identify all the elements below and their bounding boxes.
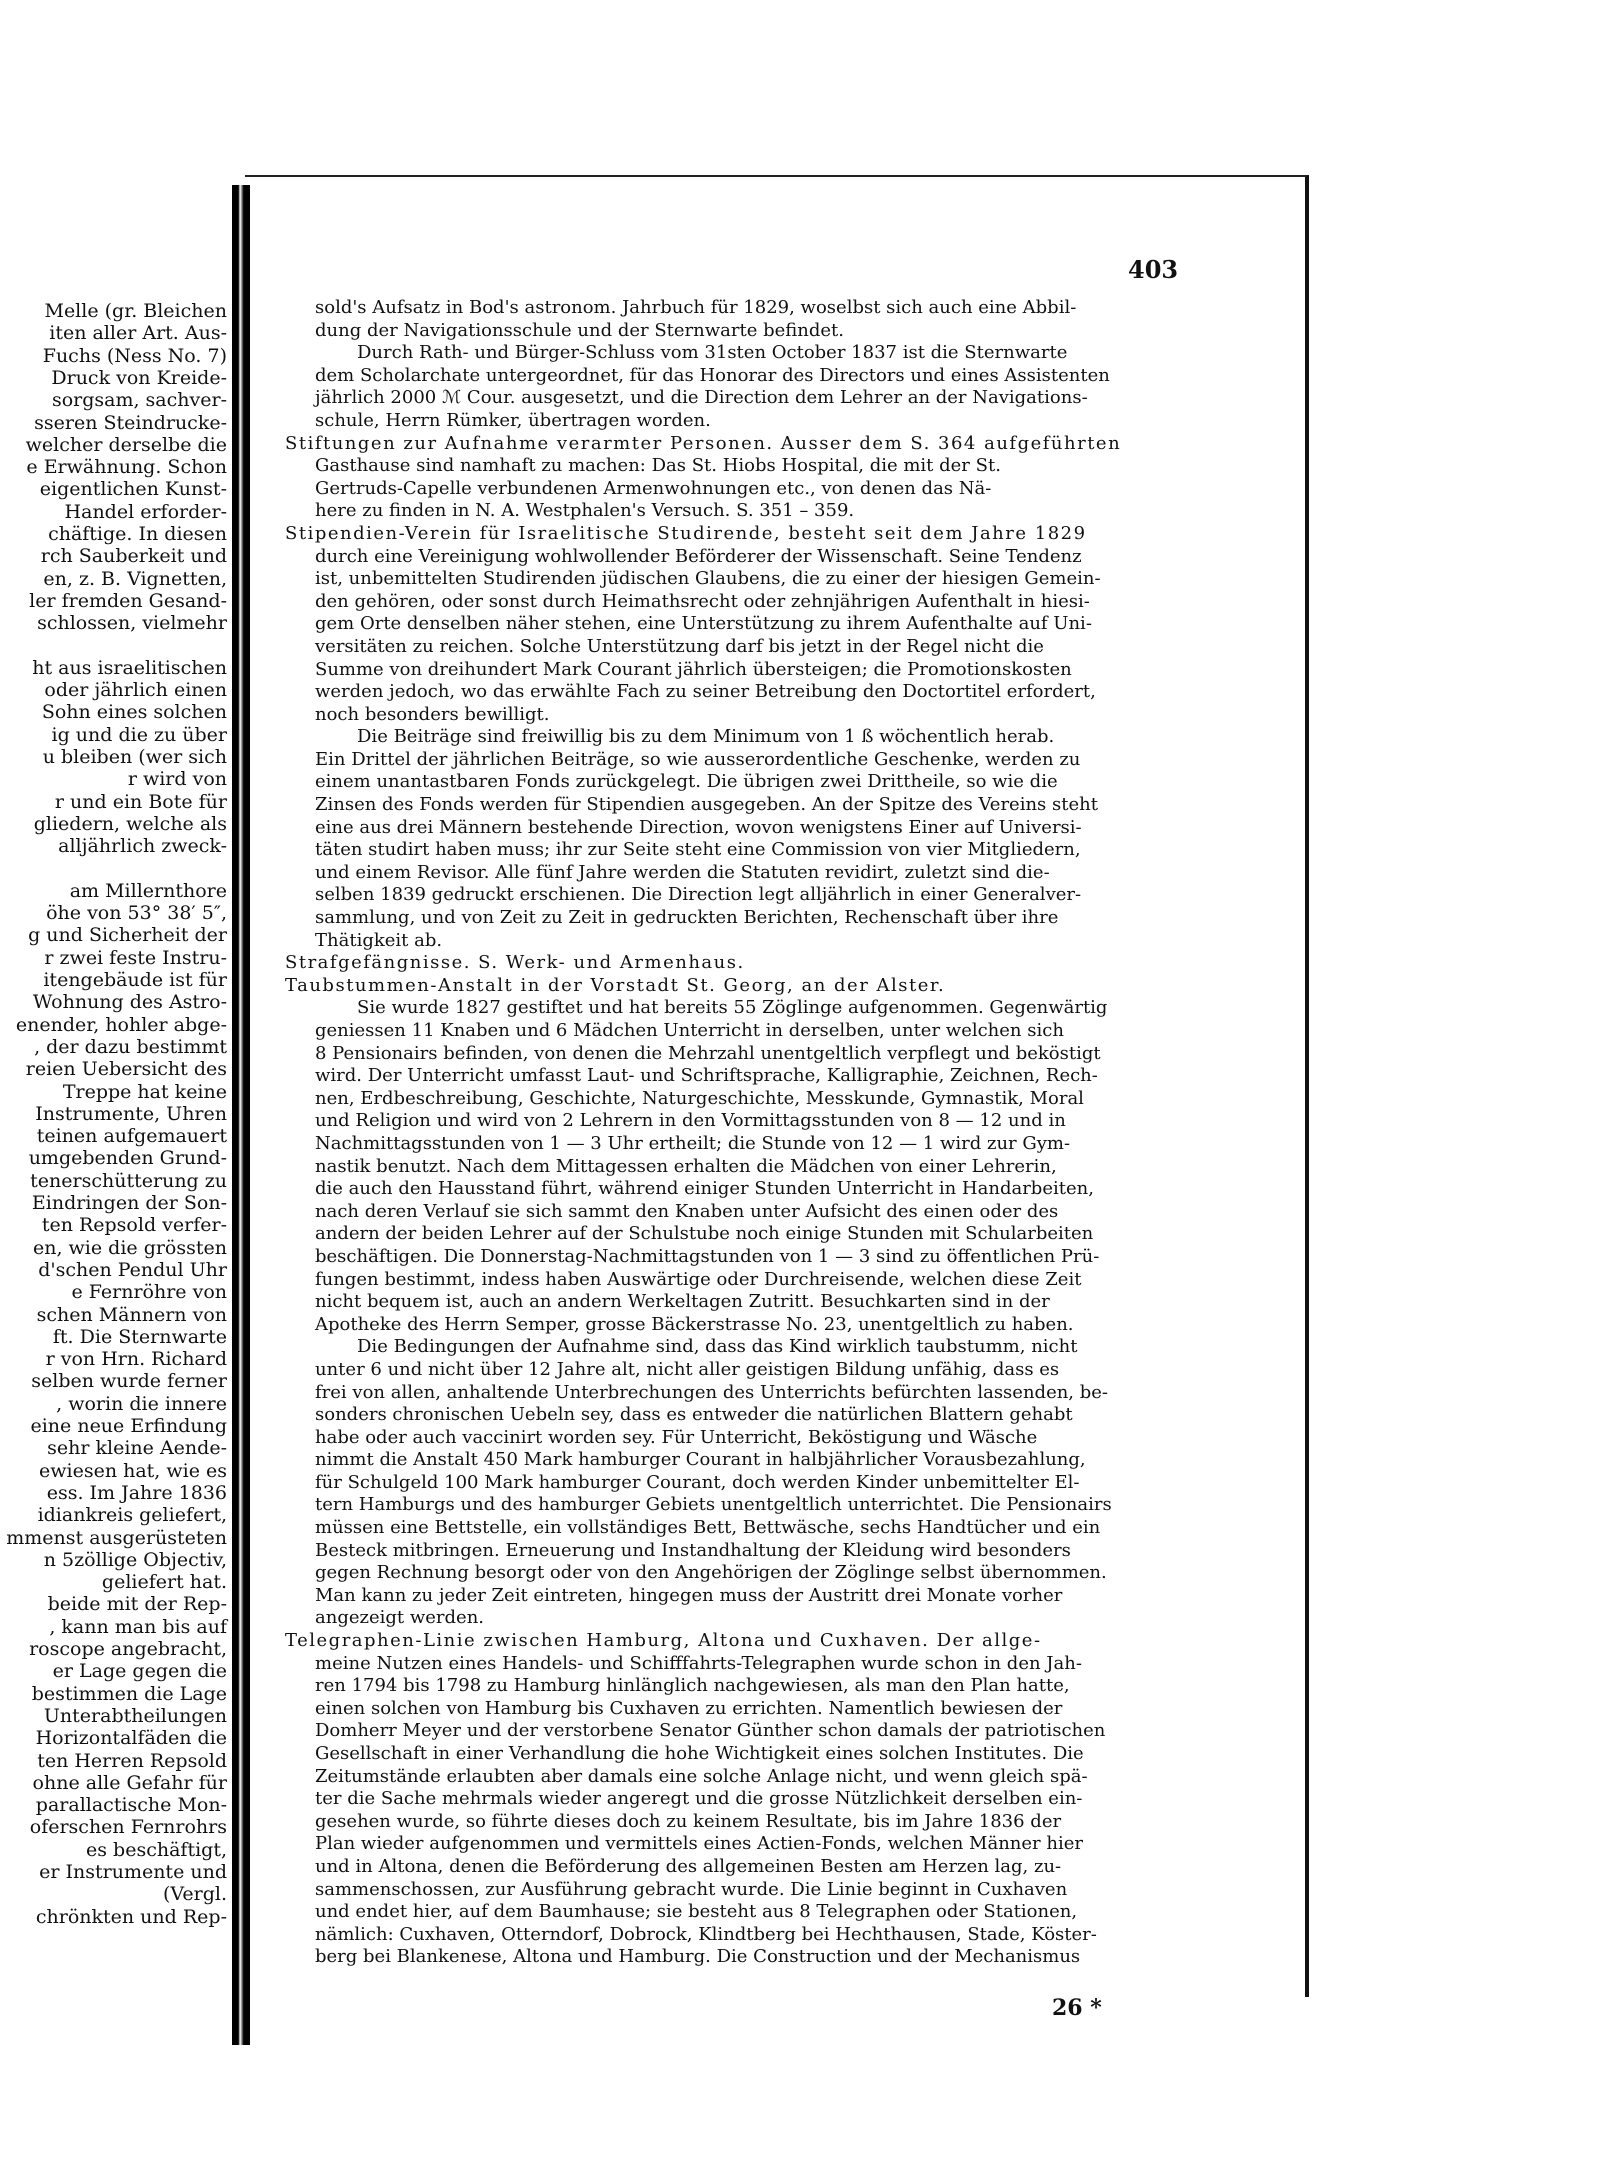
text-line: nicht bequem ist, auch an andern Werkeltagen Zutritt. Besuchkarten sind in der	[315, 1291, 1050, 1313]
text-line: unter 6 und nicht über 12 Jahre alt, nicht aller geistigen Bildung unfähig, dass es	[315, 1358, 1060, 1380]
left-page-line: er Instrumente und	[39, 1861, 227, 1883]
text-line: und einem Revisor. Alle fünf Jahre werden die Statuten revidirt, zuletzt sind die-	[315, 861, 1050, 883]
left-page-line: sseren Steindrucke-	[34, 411, 227, 434]
left-page-line: (Vergl.	[163, 1883, 227, 1906]
text-line: nimmt die Anstalt 450 Mark hamburger Courant in halbjährlicher Vorausbezahlung,	[315, 1449, 1086, 1471]
left-page-line: u bleiben (wer sich	[42, 746, 227, 768]
left-page-line: e Fernröhre von	[71, 1281, 227, 1304]
text-line: Gasthause sind namhaft zu machen: Das St. Hiobs Hospital, die mit der St.	[315, 455, 1001, 477]
left-page-line: Instrumente, Uhren	[35, 1102, 227, 1125]
text-line: tern Hamburgs und des hamburger Gebiets unentgeltlich unterrichtet. Die Pensionairs	[315, 1494, 1112, 1516]
text-line: Besteck mitbringen. Erneuerung und Instandhaltung der Kleidung wird besonders	[315, 1539, 1071, 1561]
left-page-line: öhe von 53° 38′ 5″,	[46, 902, 227, 925]
entry-heading-line: Taubstummen-Anstalt in der Vorstadt St. Georg, an der Alster.	[285, 974, 946, 996]
left-page-line: ten Repsold verfer-	[41, 1214, 227, 1237]
text-line: Gertruds-Capelle verbundenen Armenwohnungen etc., von denen das Nä-	[315, 477, 992, 499]
left-page-line: parallactische Mon-	[35, 1794, 227, 1817]
left-page-line: idiankreis geliefert,	[37, 1504, 227, 1527]
text-line: Ein Drittel der jährlichen Beiträge, so wie ausserordentliche Geschenke, werden zu	[315, 748, 1081, 770]
left-page-line: welcher derselbe die	[25, 433, 227, 456]
left-page-line: bestimmen die Lage	[31, 1682, 227, 1705]
left-page-line: roscope angebracht,	[29, 1638, 227, 1660]
text-line: dem Scholarchate untergeordnet, für das Honorar des Directors und eines Assistenten	[315, 364, 1110, 386]
text-line: Summe von dreihundert Mark Courant jährlich übersteigen; die Promotionskosten	[315, 658, 1072, 680]
left-page-line: oferschen Fernrohrs	[29, 1816, 227, 1839]
text-line: Sie wurde 1827 gestiftet und hat bereits 55 Zöglinge aufgenommen. Gegenwärtig	[357, 997, 1108, 1019]
text-line: meine Nutzen eines Handels- und Schifffahrts-Telegraphen wurde schon in den Jah-	[315, 1652, 1082, 1674]
left-page-line: en, z. B. Vignetten,	[43, 567, 227, 590]
text-line: die auch den Hausstand führt, während einiger Stunden Unterricht in Handarbeiten,	[315, 1178, 1094, 1200]
left-page-line: iten aller Art. Aus-	[49, 322, 227, 345]
text-line: sammlung, und von Zeit zu Zeit in gedruckten Berichten, Rechenschaft über ihre	[315, 907, 1059, 929]
left-page-line: ft. Die Sternwarte	[52, 1325, 227, 1348]
text-line: Thätigkeit ab.	[315, 929, 443, 951]
text-line: gegen Rechnung besorgt oder von den Angehörigen der Zöglinge selbst übernommen.	[315, 1562, 1107, 1584]
text-line: gem Orte denselben näher stehen, eine Unterstützung zu ihrem Aufenthalte auf Uni-	[315, 613, 1092, 635]
text-line: nach deren Verlauf sie sich sammt den Knaben unter Aufsicht des einen oder des	[315, 1200, 1059, 1222]
left-page-line: tenerschütterung zu	[30, 1169, 227, 1192]
left-page-line: Eindringen der Son-	[31, 1192, 227, 1214]
left-page-line: ten Herren Repsold	[37, 1749, 227, 1772]
text-line: nastik benutzt. Nach dem Mittagessen erhalten die Mädchen von einer Lehrerin,	[315, 1155, 1057, 1177]
text-line: nämlich: Cuxhaven, Otterndorf, Dobrock, Klindtberg bei Hechthausen, Stade, Köster-	[315, 1923, 1097, 1945]
left-page-line: g und Sicherheit der	[28, 924, 227, 947]
left-page-line: teinen aufgemauert	[36, 1125, 227, 1148]
entry-heading-line: Stipendien-Verein für Israelitische Studirende, besteht seit dem Jahre 1829	[285, 522, 1087, 544]
text-line: frei von allen, anhaltende Unterbrechungen des Unterrichts befürchten lassenden, be-	[315, 1381, 1109, 1403]
left-page-line: r und ein Bote für	[54, 790, 227, 813]
left-page-line: am Millernthore	[69, 879, 227, 902]
text-line: müssen eine Bettstelle, ein vollständiges Bett, Bettwäsche, sechs Handtücher und ein	[315, 1517, 1101, 1539]
left-page-line: r zwei feste Instru-	[44, 946, 227, 969]
text-line: angezeigt werden.	[315, 1607, 485, 1629]
left-page-line: , der dazu bestimmt	[34, 1035, 227, 1058]
left-page-line: d'schen Pendul Uhr	[38, 1258, 227, 1281]
left-page-line: chäftige. In diesen	[48, 523, 227, 545]
text-line: den gehören, oder sonst durch Heimathsrecht oder zehnjährigen Aufenthalt in hiesi-	[315, 590, 1090, 612]
left-page-line: sorgsam, sachver-	[51, 389, 227, 412]
text-line: andern der beiden Lehrer auf der Schulstube noch einige Stunden mit Schularbeiten	[315, 1223, 1094, 1245]
text-line: versitäten zu reichen. Solche Unterstützung darf bis jetzt in der Regel nicht die	[315, 635, 1044, 657]
left-page-line: ohne alle Gefahr für	[32, 1771, 227, 1794]
left-page-line: Melle (gr. Bleichen	[44, 300, 227, 322]
text-line: und Religion und wird von 2 Lehrern in den Vormittagsstunden von 8 — 12 und in	[315, 1110, 1066, 1132]
left-page-line: mmenst ausgerüsteten	[6, 1526, 227, 1549]
text-line: jährlich 2000 ℳ Cour. ausgesetzt, und die Direction dem Lehrer an der Navigations-	[315, 387, 1088, 409]
text-line: einem unantastbaren Fonds zurückgelegt. Die übrigen zwei Drittheile, so wie die	[315, 771, 1058, 793]
left-page-line: selben wurde ferner	[31, 1370, 227, 1393]
left-page-line: sehr kleine Aende-	[47, 1437, 227, 1460]
left-page-line: Horizontalfäden die	[35, 1727, 227, 1750]
left-page-line: chrönkten und Rep-	[35, 1905, 227, 1928]
text-line: sammenschossen, zur Ausführung gebracht wurde. Die Linie beginnt in Cuxhaven	[315, 1878, 1068, 1900]
left-page-line: ewiesen hat, wie es	[39, 1459, 227, 1482]
text-line: Durch Rath- und Bürger-Schluss vom 31sten October 1837 ist die Sternwarte	[357, 342, 1068, 364]
page-number: 403	[1128, 255, 1179, 284]
text-line: berg bei Blankenese, Altona und Hamburg. Die Construction und der Mechanismus	[315, 1946, 1081, 1968]
left-page-line: eine neue Erfindung	[30, 1415, 227, 1437]
text-line: ist, unbemittelten Studirenden jüdischen Glaubens, die zu einer der hiesigen Gemein-	[315, 568, 1101, 590]
text-line: Apotheke des Herrn Semper, grosse Bäckerstrasse No. 23, unentgeltlich zu haben.	[315, 1313, 1074, 1335]
text-line: 8 Pensionairs befinden, von denen die Mehrzahl unentgeltlich verpflegt und beköstigt	[315, 1042, 1101, 1064]
text-line: und endet hier, auf dem Baumhause; sie besteht aus 8 Telegraphen oder Stationen,	[315, 1901, 1078, 1923]
text-line: Plan wieder aufgenommen und vermittels eines Actien-Fonds, welchen Männer hier	[315, 1833, 1083, 1855]
text-line: Die Bedingungen der Aufnahme sind, dass das Kind wirklich taubstumm, nicht	[357, 1336, 1078, 1358]
left-page-line: reien Uebersicht des	[25, 1058, 227, 1081]
text-line: nen, Erdbeschreibung, Geschichte, Naturgeschichte, Messkunde, Gymnastik, Moral	[315, 1087, 1084, 1109]
text-line: Die Beiträge sind freiwillig bis zu dem Minimum von 1 ß wöchentlich herab.	[357, 726, 1055, 748]
entry-heading-line: Stiftungen zur Aufnahme verarmter Personen. Ausser dem S. 364 aufgeführten	[285, 432, 1122, 454]
text-line: werden jedoch, wo das erwählte Fach zu seiner Betreibung den Doctortitel erfordert,	[315, 681, 1096, 703]
text-line: noch besonders bewilligt.	[315, 703, 550, 725]
text-line: sonders chronischen Uebeln sey, dass es entweder die natürlichen Blattern gehabt	[315, 1404, 1073, 1426]
text-line: Zeitumstände erlaubten aber damals eine solche Anlage nicht, und wenn gleich spä-	[315, 1765, 1088, 1787]
text-line: Domherr Meyer und der verstorbene Senator Günther schon damals der patriotischen	[315, 1720, 1106, 1742]
left-page-line: itengebäude ist für	[43, 969, 227, 991]
text-line: Nachmittagsstunden von 1 — 3 Uhr ertheilt; die Stunde von 12 — 1 wird zur Gym-	[315, 1132, 1071, 1154]
left-page-line: schen Männern von	[36, 1303, 227, 1326]
signature-mark: 26 *	[1052, 1995, 1102, 2021]
left-page-fragment	[0, 190, 245, 2040]
left-page-line: eigentlichen Kunst-	[39, 478, 227, 501]
text-line: selben 1839 gedruckt erschienen. Die Direction legt alljährlich in einer Generalver-	[315, 884, 1082, 906]
text-line: here zu finden in N. A. Westphalen's Versuch. S. 351 – 359.	[315, 500, 855, 522]
left-page-line: Wohnung des Astro-	[32, 991, 227, 1014]
text-line: täten studirt haben muss; ihr zur Seite steht eine Commission von vier Mitgliedern,	[315, 839, 1081, 861]
left-page-line: Treppe hat keine	[62, 1080, 227, 1103]
text-line: für Schulgeld 100 Mark hamburger Courant, doch werden Kinder unbemittelter El-	[315, 1471, 1080, 1493]
left-page-line: r wird von	[127, 768, 227, 791]
entry-heading-line: Strafgefängnisse. S. Werk- und Armenhaus.	[285, 952, 745, 974]
left-page-line: en, wie die grössten	[32, 1236, 227, 1259]
text-line: wird. Der Unterricht umfasst Laut- und Schriftsprache, Kalligraphie, Zeichnen, Rech-	[315, 1065, 1098, 1087]
left-page-line: Fuchs (Ness No. 7)	[42, 344, 227, 367]
left-page-line: , worin die innere	[56, 1392, 227, 1415]
text-line: fungen bestimmt, indess haben Auswärtige oder Durchreisende, welchen diese Zeit	[315, 1268, 1082, 1290]
left-page-line: Sohn eines solchen	[41, 701, 227, 724]
left-page-line: schlossen, vielmehr	[37, 612, 227, 635]
left-page-line: oder jährlich einen	[44, 679, 227, 702]
left-page-line: n 5zöllige Objectiv,	[43, 1548, 227, 1571]
left-page-line: er Lage gegen die	[52, 1660, 227, 1683]
text-line: und in Altona, denen die Beförderung des allgemeinen Besten am Herzen lag, zu-	[315, 1855, 1062, 1877]
left-page-line: es beschäftigt,	[86, 1838, 227, 1861]
left-page-line: rch Sauberkeit und	[40, 545, 227, 568]
text-line: eine aus drei Männern bestehende Direction, wovon wenigstens Einer auf Universi-	[315, 816, 1082, 838]
left-page-line: Unterabtheilungen	[43, 1704, 227, 1727]
text-line: ter die Sache mehrmals wieder angeregt und die grosse Nützlichkeit derselben ein-	[315, 1788, 1083, 1810]
left-page-line: geliefert hat.	[101, 1571, 227, 1594]
left-page-line: beide mit der Rep-	[47, 1593, 227, 1616]
text-line: durch eine Vereinigung wohlwollender Beförderer der Wissenschaft. Seine Tendenz	[315, 545, 1082, 567]
text-line: habe oder auch vaccinirt worden sey. Für Unterricht, Beköstigung und Wäsche	[315, 1426, 1038, 1448]
left-page-line: umgebenden Grund-	[28, 1147, 227, 1170]
text-line: beschäftigen. Die Donnerstag-Nachmittagstunden von 1 — 3 sind zu öffentlichen Prü-	[315, 1245, 1100, 1267]
text-line: Zinsen des Fonds werden für Stipendien ausgegeben. An der Spitze des Vereins steht	[315, 794, 1098, 816]
entry-heading-line: Telegraphen-Linie zwischen Hamburg, Altona und Cuxhaven. Der allge-	[285, 1630, 1042, 1652]
left-page-line: e Erwähnung. Schon	[26, 456, 227, 479]
text-line: geniessen 11 Knaben und 6 Mädchen Unterricht in derselben, unter welchen sich	[315, 1020, 1064, 1041]
text-line: ren 1794 bis 1798 zu Hamburg hinlänglich nachgewiesen, als man den Plan hatte,	[315, 1675, 1070, 1697]
left-page-line: ht aus israelitischen	[32, 656, 227, 679]
main-text	[285, 297, 1185, 1969]
text-line: sold's Aufsatz in Bod's astronom. Jahrbuch für 1829, woselbst sich auch eine Abbil-	[315, 297, 1077, 318]
left-page-line: alljährlich zweck-	[58, 835, 227, 858]
left-page-line: ler fremden Gesand-	[29, 589, 227, 612]
text-line: dung der Navigationsschule und der Sternwarte befindet.	[315, 319, 845, 341]
left-page-line: ig und die zu über	[51, 723, 227, 746]
text-line: Man kann zu jeder Zeit eintreten, hingegen muss der Austritt drei Monate vorher	[315, 1584, 1063, 1606]
text-line: gesehen wurde, so führte dieses doch zu keinem Resultate, bis im Jahre 1836 der	[315, 1810, 1062, 1832]
left-page-line: enender, hohler abge-	[15, 1013, 227, 1036]
left-page-line: gliedern, welche als	[33, 812, 227, 835]
left-page-line: r von Hrn. Richard	[45, 1348, 227, 1371]
text-line: Gesellschaft in einer Verhandlung die hohe Wichtigkeit eines solchen Institutes. Die	[315, 1743, 1084, 1764]
left-page-line: , kann man bis auf	[49, 1615, 227, 1638]
text-line: einen solchen von Hamburg bis Cuxhaven zu errichten. Namentlich bewiesen der	[315, 1697, 1063, 1719]
left-page-line: ess. Im Jahre 1836	[46, 1481, 227, 1504]
left-page-line: Druck von Kreide-	[51, 366, 227, 389]
left-page-line: Handel erforder-	[64, 500, 227, 523]
text-line: schule, Herrn Rümker, übertragen worden.	[315, 409, 711, 431]
